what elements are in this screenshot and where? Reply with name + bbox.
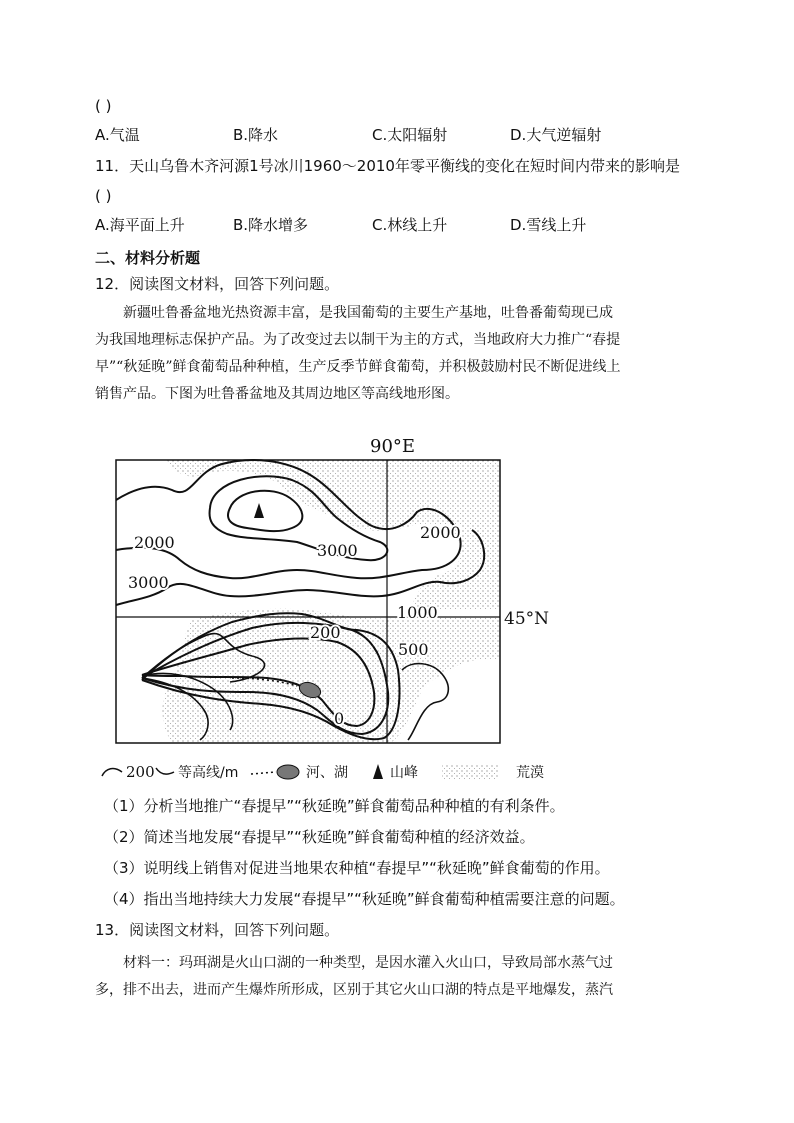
q10-option-c[interactable]: C.太阳辐射 — [372, 126, 448, 144]
contour-label: 200 — [310, 623, 341, 642]
contour-label: 0 — [334, 709, 345, 728]
q12-material-line: 销售产品。下图为吐鲁番盆地及其周边地区等高线地形图。 — [95, 386, 459, 402]
legend-water-label: 河、湖 — [306, 765, 348, 781]
q12-subquestion: （1）分析当地推广“春提早”“秋延晚”鲜食葡萄品种种植的有利条件。 — [104, 797, 565, 815]
legend-lake-icon — [277, 765, 299, 779]
contour-label: 500 — [398, 640, 429, 659]
map-legend — [96, 760, 616, 784]
q12-stem: 12．阅读图文材料，回答下列问题。 — [95, 275, 340, 293]
contour-line — [228, 491, 302, 531]
contour-label: 3000 — [317, 541, 358, 560]
q12-subquestion: （4）指出当地持续大力发展“春提早”“秋延晚”鲜食葡萄种植需要注意的问题。 — [104, 890, 625, 908]
q10-paren: ( ) — [95, 97, 112, 115]
q13-material — [95, 950, 695, 1004]
legend-contour-value: 200 — [126, 763, 155, 781]
topographic-map — [112, 430, 562, 790]
legend-contour-icon — [102, 769, 122, 776]
q11-option-a[interactable]: A.海平面上升 — [95, 216, 185, 234]
legend-contour-icon — [156, 768, 174, 774]
contour-label: 2000 — [134, 533, 175, 552]
contour-label: 2000 — [420, 523, 461, 542]
q11-paren: ( ) — [95, 187, 112, 205]
q10-option-b[interactable]: B.降水 — [233, 126, 279, 144]
contour-label: 1000 — [397, 603, 438, 622]
contour-label: 3000 — [128, 573, 169, 592]
contour-map-svg — [112, 430, 562, 790]
q11-option-b[interactable]: B.降水增多 — [233, 216, 309, 234]
legend-contour-label: 等高线/m — [178, 765, 239, 781]
mountain-peak-icon — [254, 503, 264, 518]
q11-option-c[interactable]: C.林线上升 — [372, 216, 448, 234]
section-heading: 二、材料分析题 — [95, 249, 201, 267]
q12-material-line: 新疆吐鲁番盆地光热资源丰富，是我国葡萄的主要生产基地，吐鲁番葡萄现已成 — [123, 305, 613, 321]
q11-option-d[interactable]: D.雪线上升 — [510, 216, 587, 234]
legend-desert-icon — [442, 764, 498, 780]
legend-river-icon — [251, 772, 276, 774]
q12-material-line: 早”“秋延晚”鲜食葡萄品种种植，生产反季节鲜食葡萄，并积极鼓励村民不断促进线上 — [95, 359, 621, 375]
q13-stem: 13．阅读图文材料，回答下列问题。 — [95, 921, 340, 939]
q10-option-d[interactable]: D.大气逆辐射 — [510, 126, 602, 144]
legend-desert-label: 荒漠 — [516, 765, 544, 781]
lat-label: 45°N — [504, 609, 550, 629]
q12-material — [95, 300, 695, 408]
q12-subquestion: （3）说明线上销售对促进当地果农种植“春提早”“秋延晚”鲜食葡萄的作用。 — [104, 859, 610, 877]
q11-stem: 11．天山乌鲁木齐河源1号冰川1960～2010年零平衡线的变化在短时间内带来的影响是 — [95, 157, 680, 175]
legend-svg — [96, 760, 616, 784]
q13-material-line: 多，排不出去，进而产生爆炸所形成，区别于其它火山口湖的特点是平地爆发，蒸汽 — [95, 982, 613, 998]
legend-peak-label: 山峰 — [390, 765, 418, 781]
desert-area-north — [167, 460, 387, 531]
q10-option-a[interactable]: A.气温 — [95, 126, 140, 144]
q12-subquestion: （2）简述当地发展“春提早”“秋延晚”鲜食葡萄种植的经济效益。 — [104, 828, 535, 846]
lon-label: 90°E — [370, 436, 416, 457]
q12-material-line: 为我国地理标志保护产品。为了改变过去以制干为主的方式，当地政府大力推广“春提 — [95, 332, 621, 348]
q13-material-line: 材料一：玛珥湖是火山口湖的一种类型，是因水灌入火山口，导致局部水蒸气过 — [123, 955, 613, 971]
legend-peak-icon — [373, 764, 383, 779]
